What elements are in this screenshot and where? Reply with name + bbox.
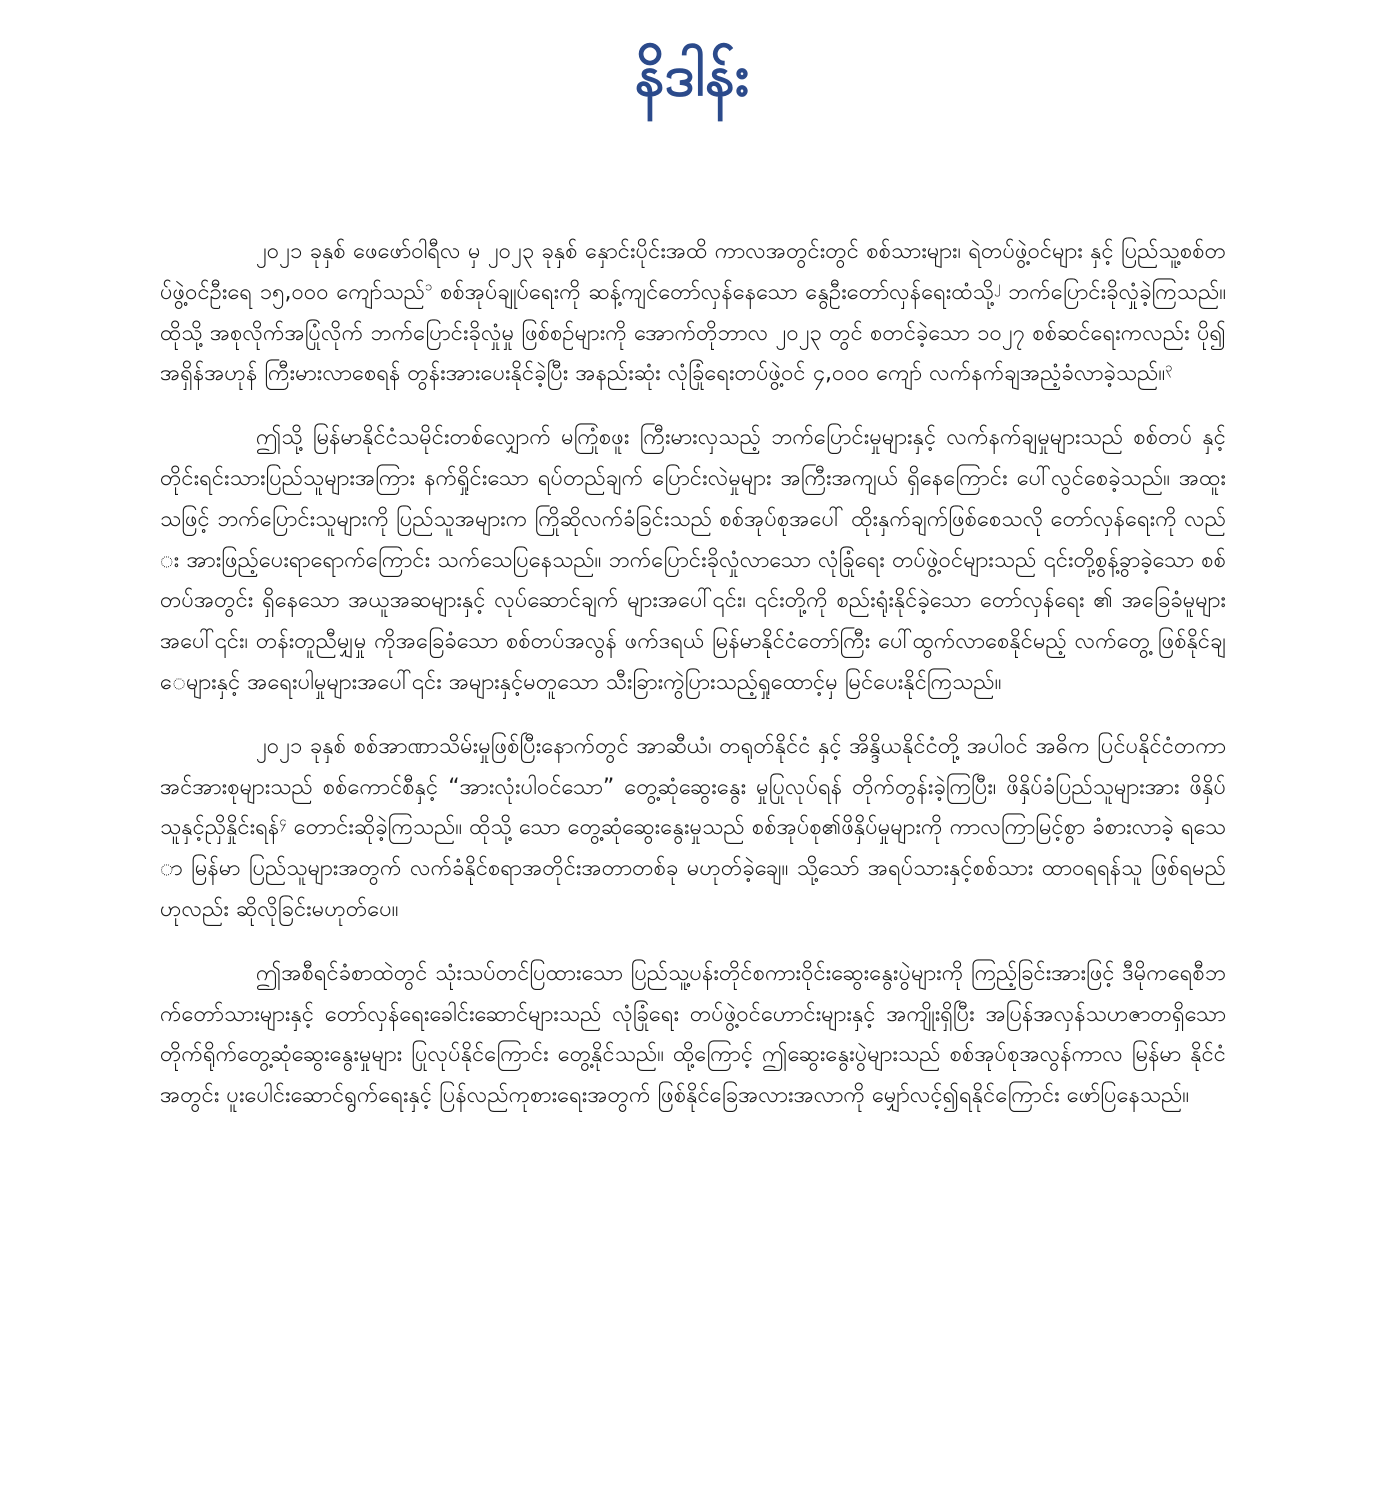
paragraph-text: စစ်အုပ်ချုပ်ရေးကို ဆန့်ကျင်တော်လှန်နေသော နွေဦးတော်လှန်ရေးထံသို့ — [432, 279, 994, 305]
paragraph-text: ဤသို့ မြန်မာနိုင်ငံသမိုင်းတစ်လျှောက် မကြုံစဖူး ကြီးမားလှသည့် ဘက်ပြောင်းမှုများနှင့် လက်နက်ချမှုများသည် စစ်တပ် နှင့် တိုင်းရင်းသားပြည်သူများအကြား နက်ရှိုင်းသော ရပ်တည်ချက် ပြောင်းလဲမှုများ အကြီးအကျယ် ရှိနေကြောင်း ပေါ်လွင်စေခဲ့သည်။ အထူးသဖြင့် ဘက်ပြောင်းသူများကို ပြည်သူအများက ကြိုဆိုလက်ခံခြင်းသည် စစ်အုပ်စုအပေါ် ထိုးနှက်ချက်ဖြစ်စေသလို တော်လှန်ရေးကို လည်း အားဖြည့်ပေးရာရောက်ကြောင်း သက်သေပြနေသည်။ ဘက်ပြောင်းခိုလှုံလာသော လုံခြုံရေး တပ်ဖွဲ့ဝင်များသည် ၎င်းတို့စွန့်ခွာခဲ့သော စစ်တပ်အတွင်း ရှိနေသော အယူအဆများနှင့် လုပ်ဆောင်ချက် များအပေါ်၎င်း၊ ၎င်းတို့ကို စည်းရုံးနိုင်ခဲ့သော တော်လှန်ရေး ၏ အခြေခံမူများအပေါ်၎င်း၊ တန်းတူညီမျှမှု ကိုအခြေခံသော စစ်တပ်အလွန် ဖက်ဒရယ် မြန်မာနိုင်ငံတော်ကြီး ပေါ်ထွက်လာစေနိုင်မည့် လက်တွေ့ ဖြစ်နိုင်ချေများနှင့် အရေးပါမှုများအပေါ်၎င်း အများနှင့်မတူသော သီးခြားကွဲပြားသည့်ရှုထောင့်မှ မြင်ပေးနိုင်ကြသည်။ — [160, 425, 1226, 695]
document-body — [160, 232, 1226, 1117]
paragraph-text: ဤအစီရင်ခံစာထဲတွင် သုံးသပ်တင်ပြထားသော ပြည်သူ့ပန်းတိုင်စကားဝိုင်းဆွေးနွေးပွဲများကို ကြည့်ခြင်းအားဖြင့် ဒီမိုကရေစီဘက်တော်သားများနှင့် တော်လှန်ရေးခေါင်းဆောင်များသည် လုံခြုံရေး တပ်ဖွဲ့ဝင်ဟောင်းများနှင့် အကျိုးရှိပြီး အပြန်အလှန်သဟဇာတရှိသော တိုက်ရိုက်တွေ့ဆုံဆွေးနွေးမှုများ ပြုလုပ်နိုင်ကြောင်း တွေ့နိုင်သည်။ ထို့ကြောင့် ဤဆွေးနွေးပွဲများသည် စစ်အုပ်စုအလွန်ကာလ မြန်မာ နိုင်ငံအတွင်း ပူးပေါင်းဆောင်ရွက်ရေးနှင့် ပြန်လည်ကုစားရေးအတွက် ဖြစ်နိုင်ခြေအလားအလာကို မျှော်လင့်၍ရနိုင်ကြောင်း ဖော်ပြနေသည်။ — [160, 960, 1226, 1109]
body-paragraph — [160, 954, 1226, 1117]
body-paragraph — [160, 727, 1226, 931]
footnote-marker: ၃ — [1165, 361, 1173, 377]
page-title: နိဒါန်း — [634, 41, 750, 109]
footnote-marker: ၄ — [279, 815, 287, 831]
body-paragraph — [160, 418, 1226, 704]
paragraph-text: ဘက်ပြောင်းခိုလှုံခဲ့ကြသည်။ ထိုသို့ အစုလိုက်အပြုံလိုက် ဘက်ပြောင်းခိုလှုံမှု ဖြစ်စဉ်များကို အောက်တိုဘာလ ၂၀၂၃ တွင် စတင်ခဲ့သော ၁၀၂၇ စစ်ဆင်ရေးကလည်း ပို၍အရှိန်အဟုန် ကြီးမားလာစေရန် တွန်းအားပေးနိုင်ခဲ့ပြီး အနည်းဆုံး လုံခြုံရေးတပ်ဖွဲ့ဝင် ၄,၀၀၀ ကျော် လက်နက်ချအညံ့ခံလာခဲ့သည်။ — [160, 279, 1226, 387]
footnote-marker: ၁ — [424, 279, 433, 295]
paragraph-text: ၂၀၂၁ ခုနှစ် စစ်အာဏာသိမ်းမှုဖြစ်ပြီးနောက်တွင် အာဆီယံ၊ တရုတ်နိုင်ငံ နှင့် အိန္ဒိယနိုင်ငံတို့ အပါဝင် အဓိက ပြင်ပနိုင်ငံတကာအင်အားစုများသည် စစ်ကောင်စီနှင့် “အားလုံးပါဝင်သော” တွေ့ဆုံဆွေးနွေး မှုပြုလုပ်ရန် တိုက်တွန်းခဲ့ကြပြီး၊ ဖိနှိပ်ခံပြည်သူများအား ဖိနှိပ်သူနှင့်ညှိနှိုင်းရန် — [160, 733, 1226, 841]
footnote-marker: ၂ — [993, 279, 1001, 295]
paragraph-text: ၂၀၂၁ ခုနှစ် ဖေဖော်ဝါရီလ မှ ၂၀၂၃ ခုနှစ် နှောင်းပိုင်းအထိ ကာလအတွင်းတွင် စစ်သားများ၊ ရဲတပ်ဖွဲ့ဝင်များ နှင့် ပြည်သူ့စစ်တပ်ဖွဲ့ဝင်ဦးရေ ၁၅,၀၀၀ ကျော်သည် — [160, 239, 1226, 305]
body-paragraph — [160, 232, 1226, 395]
paragraph-text: တောင်းဆိုခဲ့ကြသည်။ ထိုသို့ သော တွေ့ဆုံဆွေးနွေးမှုသည် စစ်အုပ်စု၏ဖိနှိပ်မှုများကို ကာလကြာမြင့်စွာ ခံစားလာခဲ့ ရသော မြန်မာ ပြည်သူများအတွက် လက်ခံနိုင်စရာအတိုင်းအတာတစ်ခု မဟုတ်ခဲ့ချေ။ သို့သော် အရပ်သားနှင့်စစ်သား ထာဝရရန်သူ ဖြစ်ရမည်ဟုလည်း ဆိုလိုခြင်းမဟုတ်ပေ။ — [160, 815, 1226, 922]
